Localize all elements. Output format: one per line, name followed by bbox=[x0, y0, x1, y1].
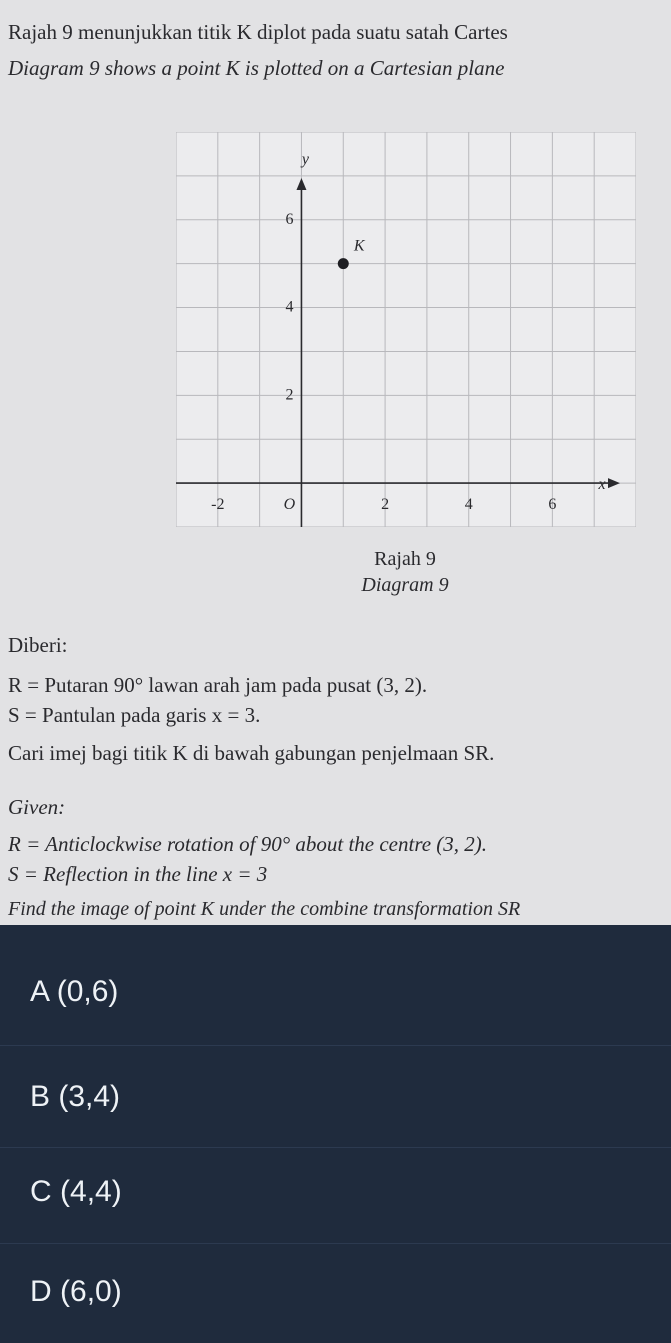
answer-text: (6,0) bbox=[60, 1275, 122, 1308]
given-r-en: R = Anticlockwise rotation of 90° about the centre (3, 2). bbox=[8, 832, 488, 856]
question-line-en: Diagram 9 shows a point K is plotted on a Cartesian plane bbox=[8, 56, 505, 80]
question-line-ms: Rajah 9 menunjukkan titik K diplot pada suatu satah Cartes bbox=[8, 20, 508, 44]
given-label-en: Given: bbox=[8, 795, 66, 819]
answer-letter: C bbox=[30, 1175, 52, 1208]
answer-option-b[interactable] bbox=[0, 1050, 671, 1150]
y-tick-label: 6 bbox=[285, 210, 294, 228]
x-tick-label: -2 bbox=[211, 496, 225, 514]
diagram-caption-en: Diagram 9 bbox=[361, 574, 449, 596]
plot-background bbox=[176, 132, 636, 527]
answer-option-d[interactable] bbox=[0, 1243, 671, 1343]
answer-options bbox=[0, 925, 671, 1312]
answer-option-c[interactable] bbox=[0, 1145, 671, 1245]
x-tick-label: 6 bbox=[548, 496, 557, 514]
point-k-label: K bbox=[353, 237, 365, 255]
x-axis-label: x bbox=[598, 476, 606, 494]
cartesian-plane bbox=[176, 132, 636, 527]
given-s-en: S = Reflection in the line x = 3 bbox=[8, 862, 268, 886]
task-en: Find the image of point K under the combine transformation SR bbox=[8, 898, 521, 920]
given-r-ms: R = Putaran 90° lawan arah jam pada pusat (3, 2). bbox=[8, 673, 428, 697]
x-tick-label: O bbox=[283, 496, 296, 514]
cartesian-diagram bbox=[176, 132, 636, 532]
given-label-ms: Diberi: bbox=[8, 633, 68, 657]
answer-text: (4,4) bbox=[60, 1175, 122, 1208]
answer-text: (0,6) bbox=[56, 975, 119, 1008]
answer-option-a[interactable] bbox=[0, 945, 671, 1045]
y-tick-label: 4 bbox=[285, 298, 294, 316]
x-tick-label: 2 bbox=[381, 496, 390, 514]
point-k bbox=[338, 258, 349, 269]
answer-divider bbox=[0, 1045, 671, 1046]
y-axis-label: y bbox=[301, 151, 310, 168]
answer-letter: A bbox=[30, 975, 49, 1008]
y-tick-label: 2 bbox=[285, 386, 294, 404]
answer-letter: B bbox=[30, 1080, 51, 1113]
diagram-caption-ms: Rajah 9 bbox=[374, 548, 436, 570]
given-s-ms: S = Pantulan pada garis x = 3. bbox=[8, 703, 261, 727]
x-tick-label: 4 bbox=[464, 496, 473, 514]
answer-text: (3,4) bbox=[58, 1080, 121, 1113]
answer-letter: D bbox=[30, 1275, 52, 1308]
task-ms: Cari imej bagi titik K di bawah gabungan penjelmaan SR. bbox=[8, 741, 495, 765]
